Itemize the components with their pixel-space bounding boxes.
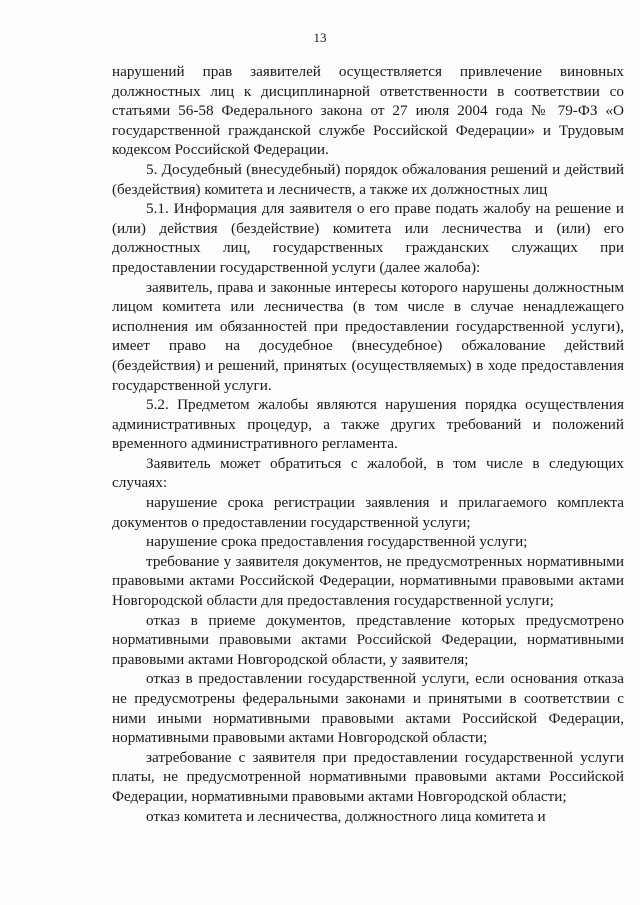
list-item-registration-deadline: нарушение срока регистрации заявления и прилагаемого комплекта документов о предоставлении государственной услуги;	[112, 494, 624, 531]
list-item-refusal-continued: отказ комитета и лесничества, должностного лица комитета и	[146, 807, 546, 825]
list-item-fee-demand: затребование с заявителя при предоставлении государственной услуги платы, не предусмотренной нормативными правовыми актами Российской Федерации, нормативными правовыми актами Новгородской области;	[112, 748, 624, 805]
list-item-document-refusal: отказ в приеме документов, представление которых предусмотрено нормативными правовыми актами Российской Федерации, нормативными правовыми актами Новгородской области, у заявителя;	[112, 611, 624, 668]
paragraph-applicant-right: заявитель, права и законные интересы которого нарушены должностным лицом комитета или лесничества (в том числе в случае ненадлежащего исполнения им обязанностей при предоставлении государственной услуги), имеет право на досудебное (внесудебное) обжалование действий (бездействия) и решений, принятых (осуществляемых) в ходе предоставления государственной услуги.	[112, 278, 624, 394]
paragraph-5-1: 5.1. Информация для заявителя о его праве подать жалобу на решение и (или) действия (бездействие) комитета или лесничества и (или) его должностных лиц, государственных гражданских служащих при предоставлении государственной услуги (далее жалоба):	[112, 200, 624, 276]
document-body	[112, 62, 624, 826]
list-item-service-deadline: нарушение срока предоставления государственной услуги;	[146, 533, 528, 551]
paragraph-cases-intro: Заявитель может обратиться с жалобой, в том числе в следующих случаях:	[112, 454, 624, 492]
paragraph-liability: нарушений прав заявителей осуществляется привлечение виновных должностных лиц к дисциплинарной ответственности в соответствии со статьями 56-58 Федерального закона от 27 июля 2004 года № 79-ФЗ «О государственной гражданской службе Российской Федерации» и Трудовым кодексом Российской Федерации.	[112, 63, 624, 159]
list-item-document-requirement: требование у заявителя документов, не предусмотренных нормативными правовыми актами Российской Федерации, нормативными правовыми актами Новгородской области для предоставления государственной услуги;	[112, 552, 624, 610]
page-number: 13	[313, 30, 327, 45]
list-item-service-refusal: отказ в предоставлении государственной услуги, если основания отказа не предусмотрены федеральными законами и принятыми в соответствии с ними иными нормативными правовыми актами Российской Федерации, нормативными правовыми актами Новгородской области;	[112, 670, 624, 747]
paragraph-5-2: 5.2. Предметом жалобы являются нарушения порядка осуществления административных процедур, а также других требований и положений временного административного регламента.	[112, 396, 624, 453]
section-heading-5: 5. Досудебный (внесудебный) порядок обжалования решений и действий (бездействия) комитета и лесничеств, а также их должностных лиц	[112, 160, 624, 198]
